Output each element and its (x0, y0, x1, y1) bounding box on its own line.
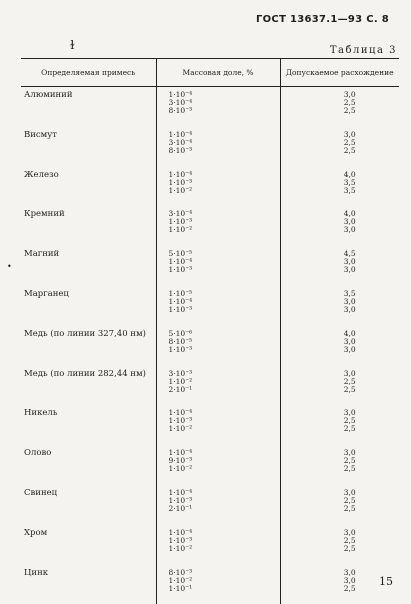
table-row (21, 286, 399, 326)
mass-fraction-value: 1·10⁻² (168, 575, 193, 585)
discrepancy-value: 2,5 (343, 583, 356, 593)
mass-fraction-value: 1·10⁻⁴ (168, 169, 193, 179)
mass-fraction-cell (156, 445, 280, 485)
ink-dot: • (7, 262, 12, 271)
discrepancy-value: 2,5 (343, 456, 356, 466)
mass-fraction-cell (156, 565, 280, 604)
mass-fraction-cell (156, 206, 280, 246)
pen-mark: ɫ (70, 38, 75, 52)
mass-fraction-value: 1·10⁻² (168, 424, 193, 434)
discrepancy-value: 3,5 (343, 288, 356, 298)
discrepancy-value: 3,0 (343, 344, 356, 354)
discrepancy-value: 3,0 (343, 90, 356, 99)
discrepancy-value: 2,5 (343, 535, 356, 545)
discrepancy-cell (280, 246, 399, 286)
mass-fraction-value: 1·10⁻³ (168, 177, 193, 187)
mass-fraction-cell (156, 167, 280, 207)
table-row (21, 127, 399, 167)
discrepancy-value: 2,5 (343, 98, 356, 107)
table-row (21, 206, 399, 246)
discrepancy-value: 4,5 (343, 249, 356, 259)
mass-fraction-cell (156, 405, 280, 445)
column-header-impurity: Определяемая примесь (21, 59, 156, 87)
discrepancy-value: 2,5 (343, 416, 356, 426)
mass-fraction-value: 1·10⁻⁴ (168, 408, 193, 418)
discrepancy-value: 3,0 (343, 296, 356, 306)
column-header-mass-fraction: Массовая доле, % (156, 59, 280, 87)
discrepancy-value: 2,5 (343, 106, 356, 115)
impurity-name: Никель (24, 408, 58, 419)
discrepancy-cell (280, 525, 399, 565)
discrepancy-cell (280, 87, 399, 127)
mass-fraction-value: 1·10⁻⁴ (168, 527, 193, 537)
discrepancy-value: 2,5 (343, 543, 356, 553)
table-row (21, 565, 399, 604)
mass-fraction-value: 1·10⁻³ (168, 416, 193, 426)
impurity-name: Свинец (24, 487, 58, 498)
mass-fraction-value: 8·10⁻³ (168, 145, 193, 155)
mass-fraction-value: 2·10⁻¹ (168, 503, 193, 513)
table-header-row (21, 59, 399, 87)
discrepancy-value: 3,0 (343, 567, 356, 577)
mass-fraction-value: 1·10⁻¹ (168, 583, 193, 593)
impurity-name: Магний (24, 249, 60, 260)
mass-fraction-value: 2·10⁻¹ (168, 384, 193, 394)
discrepancy-value: 4,0 (343, 209, 356, 219)
discrepancy-value: 3,0 (343, 487, 356, 497)
table-label: Таблица 3 (329, 45, 397, 56)
mass-fraction-value: 3·10⁻⁴ (168, 98, 193, 107)
impurity-name: Марганец (24, 288, 69, 299)
mass-fraction-cell (156, 366, 280, 406)
mass-fraction-value: 1·10⁻⁴ (168, 296, 193, 306)
document-header: ГОСТ 13637.1—93 С. 8 (255, 14, 389, 25)
mass-fraction-value: 1·10⁻² (168, 225, 193, 235)
discrepancy-value: 3,0 (343, 257, 356, 267)
discrepancy-cell (280, 445, 399, 485)
discrepancy-cell (280, 286, 399, 326)
table-row (21, 366, 399, 406)
mass-fraction-value: 5·10⁻⁶ (168, 328, 193, 338)
mass-fraction-cell (156, 87, 280, 127)
table-row (21, 87, 399, 127)
table-row (21, 485, 399, 525)
discrepancy-value: 2,5 (343, 376, 356, 386)
discrepancy-value: 2,5 (343, 384, 356, 394)
discrepancy-value: 3,0 (343, 408, 356, 418)
mass-fraction-value: 3·10⁻⁴ (168, 137, 193, 147)
table-row (21, 525, 399, 565)
discrepancy-value: 2,5 (343, 464, 356, 474)
mass-fraction-cell (156, 525, 280, 565)
mass-fraction-value: 1·10⁻⁴ (168, 257, 193, 267)
discrepancy-value: 3,0 (343, 448, 356, 458)
table-row (21, 246, 399, 286)
discrepancy-value: 3,0 (343, 368, 356, 378)
discrepancy-cell (280, 485, 399, 525)
mass-fraction-value: 5·10⁻⁵ (168, 249, 193, 259)
discrepancy-value: 2,5 (343, 145, 356, 155)
discrepancy-value: 3,5 (343, 177, 356, 187)
discrepancy-value: 3,0 (343, 575, 356, 585)
mass-fraction-value: 1·10⁻² (168, 543, 193, 553)
impurity-name: Хром (24, 527, 48, 538)
impurity-name: Медь (по линии 327,40 нм) (24, 328, 146, 339)
mass-fraction-value: 1·10⁻³ (168, 265, 193, 275)
table-row (21, 326, 399, 366)
discrepancy-value: 3,5 (343, 185, 356, 195)
discrepancy-value: 2,5 (343, 495, 356, 505)
mass-fraction-value: 1·10⁻⁴ (168, 129, 193, 139)
discrepancy-value: 3,0 (343, 225, 356, 235)
mass-fraction-value: 1·10⁻⁴ (168, 487, 193, 497)
mass-fraction-value: 1·10⁻² (168, 376, 193, 386)
mass-fraction-cell (156, 127, 280, 167)
discrepancy-cell (280, 127, 399, 167)
discrepancy-cell (280, 206, 399, 246)
mass-fraction-value: 3·10⁻⁴ (168, 209, 193, 219)
discrepancy-cell (280, 167, 399, 207)
mass-fraction-cell (156, 326, 280, 366)
discrepancy-value: 2,5 (343, 424, 356, 434)
discrepancy-cell (280, 326, 399, 366)
discrepancy-value: 2,5 (343, 137, 356, 147)
mass-fraction-cell (156, 286, 280, 326)
mass-fraction-cell (156, 246, 280, 286)
impurity-name: Кремний (24, 209, 65, 220)
table-row (21, 405, 399, 445)
discrepancy-value: 3,0 (343, 217, 356, 227)
mass-fraction-value: 1·10⁻⁴ (168, 90, 193, 99)
impurity-name: Цинк (24, 567, 49, 578)
discrepancy-value: 3,0 (343, 265, 356, 275)
discrepancy-cell (280, 366, 399, 406)
discrepancy-value: 3,0 (343, 129, 356, 139)
table-row (21, 167, 399, 207)
impurity-name: Алюминий (24, 90, 73, 100)
mass-fraction-value: 3·10⁻³ (168, 368, 193, 378)
mass-fraction-value: 9·10⁻³ (168, 456, 193, 466)
discrepancy-value: 2,5 (343, 503, 356, 513)
discrepancy-value: 4,0 (343, 328, 356, 338)
impurity-name: Железо (24, 169, 59, 180)
discrepancy-cell (280, 405, 399, 445)
mass-fraction-value: 1·10⁻³ (168, 217, 193, 227)
mass-fraction-value: 1·10⁻⁵ (168, 288, 193, 298)
mass-fraction-value: 1·10⁻³ (168, 535, 193, 545)
impurity-name: Олово (24, 448, 52, 459)
impurity-name: Висмут (24, 129, 57, 140)
mass-fraction-value: 1·10⁻³ (168, 304, 193, 314)
table-row (21, 445, 399, 485)
mass-fraction-value: 1·10⁻⁴ (168, 448, 193, 458)
discrepancy-value: 3,0 (343, 304, 356, 314)
mass-fraction-value: 1·10⁻³ (168, 344, 193, 354)
impurity-name: Медь (по линии 282,44 нм) (24, 368, 146, 379)
impurity-table (21, 58, 399, 604)
mass-fraction-value: 1·10⁻² (168, 464, 193, 474)
discrepancy-value: 3,0 (343, 336, 356, 346)
discrepancy-value: 3,0 (343, 527, 356, 537)
mass-fraction-value: 8·10⁻³ (168, 106, 193, 115)
mass-fraction-cell (156, 485, 280, 525)
page-number: 15 (379, 575, 393, 588)
mass-fraction-value: 8·10⁻⁵ (168, 336, 193, 346)
column-header-discrepancy: Допускаемое расхождение (280, 59, 399, 87)
mass-fraction-value: 8·10⁻³ (168, 567, 193, 577)
mass-fraction-value: 1·10⁻³ (168, 495, 193, 505)
discrepancy-value: 4,0 (343, 169, 356, 179)
mass-fraction-value: 1·10⁻² (168, 185, 193, 195)
